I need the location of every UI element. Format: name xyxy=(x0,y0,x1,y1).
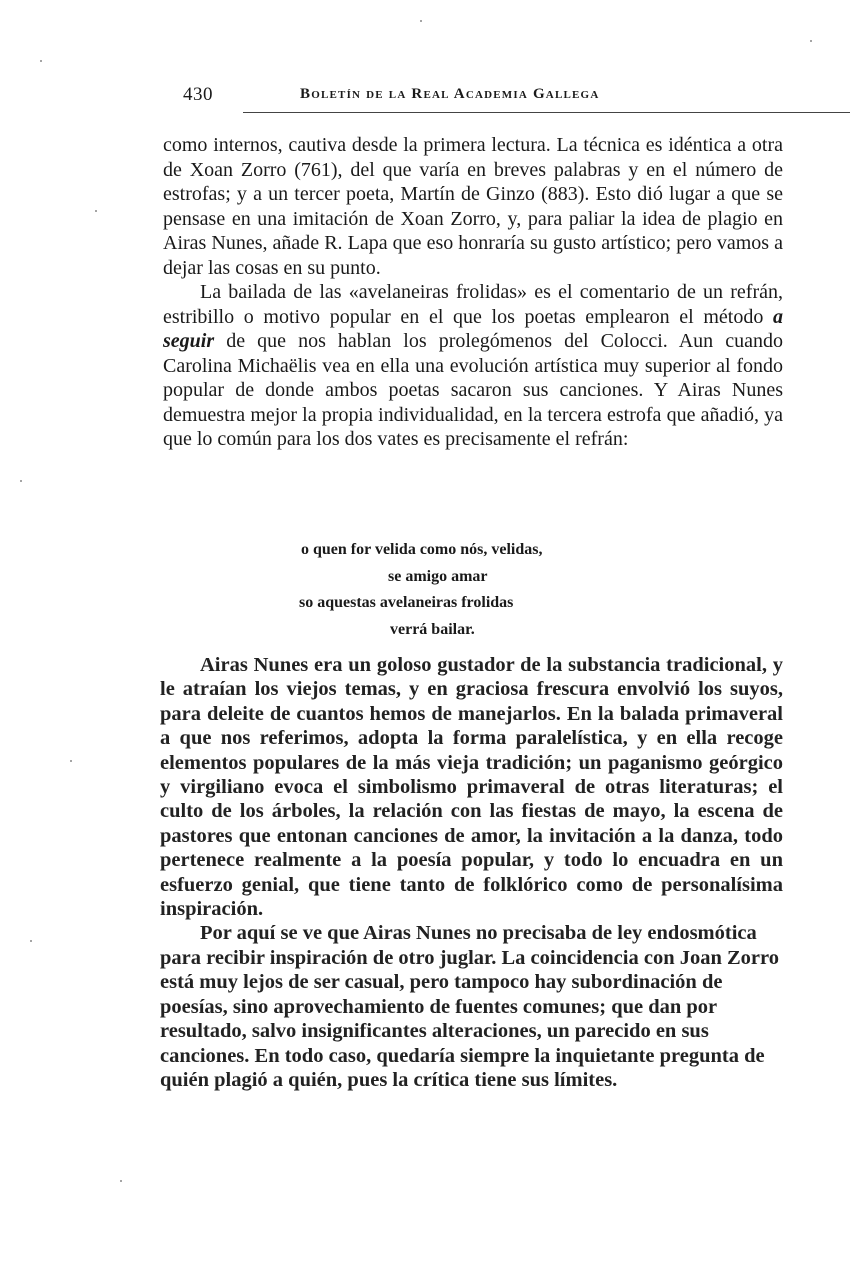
paragraph-3: Airas Nunes era un goloso gustador de la substancia tradicional, y le atraían los viejos temas, y en graciosa frescura envolvió los suyos, para deleite de cuantos hemos de manejarlos. En la balada primaveral a que nos referimos, adopta la forma paralelística, y en ella recoge elementos populares de la más vieja tradición; un paganismo geórgico y virgiliano evoca el simbolismo primaveral de otras literaturas; el culto de los árboles, la relación con las fiestas de mayo, la escena de pastores que entonan canciones de amor, la invitación a la danza, todo pertenece realmente a la poesía popular, y todo lo encuadra en un esfuerzo genial, que tiene tanto de folklórico como de personalísima inspiración. xyxy=(160,654,783,921)
verse-line: verrá bailar. xyxy=(390,620,475,638)
paragraph-2-part-a: La bailada de las «avelaneiras frolidas» es el comentario de un refrán, estribillo o motivo popular en el que los poetas emplearon el método xyxy=(163,281,783,328)
scan-speck xyxy=(120,1180,122,1182)
scan-speck xyxy=(40,60,42,62)
scan-speck xyxy=(70,760,72,762)
verse-line: so aquestas avelaneiras frolidas xyxy=(299,594,514,611)
scan-speck xyxy=(30,940,32,942)
scan-speck xyxy=(20,480,22,482)
verse-quote xyxy=(163,537,783,643)
running-title: Boletín de la Real Academia Gallega xyxy=(300,86,600,102)
paragraph-2-part-b: de que nos hablan los prolegómenos del Colocci. Aun cuando Carolina Michaëlis vea en ella una evolución artística muy superior al fondo popular de donde ambos poetas sacaron sus canciones. Y Airas Nunes demuestra mejor la propia individualidad, en la tercera estrofa que añadió, ya que lo común para los dos vates es precisamente el refrán: xyxy=(163,330,783,450)
page-number: 430 xyxy=(183,84,213,105)
header-rule xyxy=(243,112,850,113)
verse-line: se amigo amar xyxy=(388,567,488,585)
page-header xyxy=(183,84,783,114)
scan-speck xyxy=(95,210,97,212)
paragraph-1: como internos, cautiva desde la primera lectura. La técnica es idéntica a otra de Xoan Zorro (761), del que varía en breves palabras y en el número de estrofas; y a un tercer poeta, Martín de Ginzo (883). Esto dió lugar a que se pensase en una imitación de Xoan Zorro, y, para paliar la idea de plagio en Airas Nunes, añade R. Lapa que eso honraría su gusto artístico; pero vamos a dejar las cosas en su punto. xyxy=(163,134,783,279)
paragraph-4: Por aquí se ve que Airas Nunes no precisaba de ley endosmótica para recibir inspiración de otro juglar. La coincidencia con Joan Zorro está muy lejos de ser casual, pero tampoco hay subordinación de poesías, sino aprovechamiento de fuentes comunes; que dan por resultado, salvo insignificantes alteraciones, un parecido en sus canciones. En todo caso, quedaría siempre la inquietante pregunta de quién plagió a quién, pues la crítica tiene sus límites. xyxy=(160,922,779,1091)
paragraph-2-emphasis: a seguir xyxy=(163,305,783,352)
verse-line: o quen for velida como nós, velidas, xyxy=(301,541,543,558)
scan-speck xyxy=(810,40,812,42)
scan-speck xyxy=(420,20,422,22)
body-text-lower xyxy=(160,653,783,1092)
body-text-upper xyxy=(163,133,783,452)
paragraph-2 xyxy=(163,280,783,452)
